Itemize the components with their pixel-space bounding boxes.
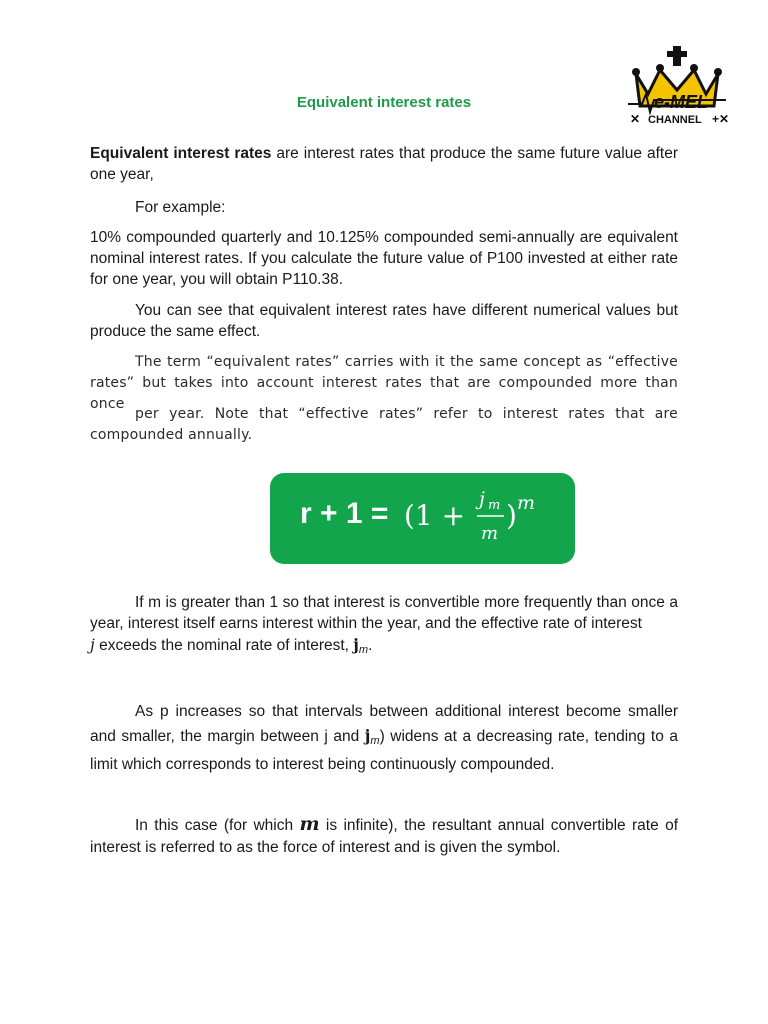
formula-close: ) [506,499,517,532]
paragraph-different-values: You can see that equivalent interest rates have different numerical values but produce the same effect. [90,302,678,340]
p7-text: If m is greater than 1 so that interest is convertible more frequently than once a year, interest itself earns interest within the year, and the effective rate of interest [90,594,678,632]
document-title: Equivalent interest rates [296,94,472,111]
formula-box [270,473,575,564]
definition-text: are interest rates that produce the same future value after one year, [90,145,678,183]
paragraph-for-example: For example: [135,199,226,216]
p7-mid: exceeds the nominal rate of interest, [94,637,354,654]
svg-text:CHANNEL: CHANNEL [648,114,702,126]
p7-jm-sub: m [358,644,369,656]
p7-jm-var: j [353,635,359,654]
p9-m: m [299,813,320,835]
paragraph-example-detail: 10% compounded quarterly and 10.125% compounded semi-annually are equivalent nominal interest rates. If you calculate the future value of P100 invested at either rate for one year, you will obtain P110.38. [90,229,678,288]
p9-end: is infinite), the resultant annual convertible rate of interest is referred to as the force of interest and is given the symbol. [90,817,678,856]
paragraph-effective-rates: per year. Note that “effective rates” refer to interest rates that are compounded annually. [90,406,678,443]
formula-exponent: m [517,492,536,514]
definition-term: Equivalent interest rates [90,145,272,162]
p8-start: As p increases so that intervals between additional interest become smaller and smaller, the margin between j and [90,703,678,745]
svg-text:e-MEL: e-MEL [654,92,708,112]
formula-lhs: r + 1 = [300,497,389,530]
p9-start: In this case (for which [135,817,300,834]
p8-jm-var: j [364,726,371,745]
paragraph-infinite-case [90,813,678,859]
formula-numerator-var: j [479,488,485,510]
svg-text:✕: ✕ [630,112,641,126]
emel-channel-crown-logo [626,44,730,126]
formula-numerator-sub: m [488,498,501,513]
p8-end: ) widens at a decreasing rate, tending to a limit which corresponds to interest being continuously compounded. [90,728,678,773]
formula-denominator: m [481,523,499,544]
p8-jm-sub: m [370,735,380,747]
paragraph-equivalent-term: The term “equivalent rates” carries with it the same concept as “effective rates” but takes into account interest rates that are compounded more than once [90,354,678,412]
svg-text:+✕: +✕ [712,112,730,126]
paragraph-definition [90,143,678,185]
paragraph-p-increases [90,700,678,777]
formula-open: (1 + [404,499,466,532]
paragraph-m-greater [90,592,678,661]
p7-j: j [90,636,95,654]
p7-end: . [368,637,373,654]
formula-rhs [404,483,574,563]
